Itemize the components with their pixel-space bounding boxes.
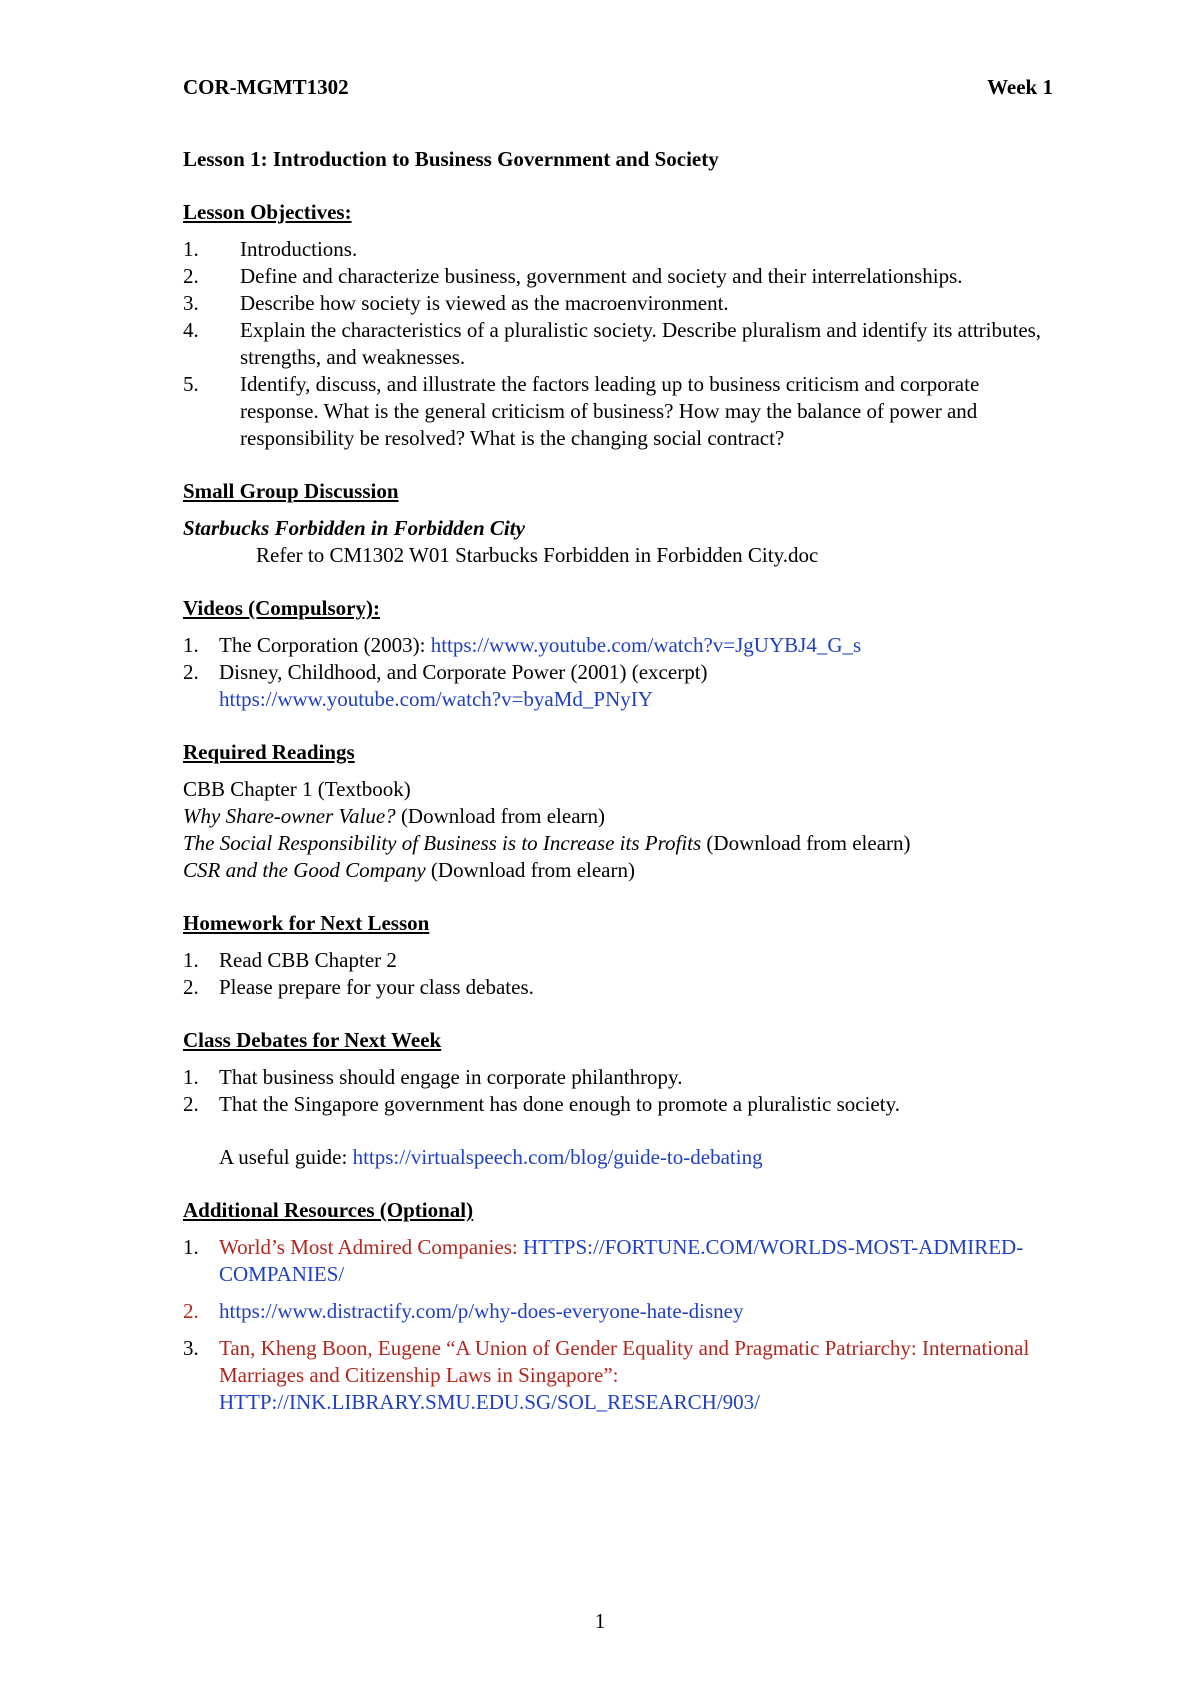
list-item: 3. Tan, Kheng Boon, Eugene “A Union of Gender Equality and Pragmatic Patriarchy: International Marriages and Citizenship Laws in Singapore”: HTTP://INK.LIBRARY.SMU.EDU.SG/SOL_RESEARCH/903/ bbox=[183, 1336, 1030, 1414]
readings-heading: Required Readings bbox=[183, 740, 355, 764]
list-item: 2. https://www.distractify.com/p/why-does-everyone-hate-disney bbox=[183, 1299, 744, 1323]
list-item: 3. Describe how society is viewed as the macroenvironment. bbox=[183, 291, 729, 315]
debates-list bbox=[183, 1064, 1053, 1118]
reading-item: Why Share-owner Value? (Download from elearn) bbox=[183, 804, 606, 828]
debates-heading: Class Debates for Next Week bbox=[183, 1028, 442, 1052]
video-link[interactable]: https://www.youtube.com/watch?v=JgUYBJ4_G_s bbox=[430, 633, 862, 657]
reading-item: The Social Responsibility of Business is to Increase its Profits (Download from elearn) bbox=[183, 831, 911, 855]
list-item: 1. Introductions. bbox=[183, 237, 358, 261]
debate-guide: A useful guide: https://virtualspeech.com/blog/guide-to-debating bbox=[219, 1145, 763, 1169]
homework-list bbox=[183, 947, 1053, 1001]
list-item: 2. Please prepare for your class debates. bbox=[183, 975, 534, 999]
list-item: 4. Explain the characteristics of a pluralistic society. Describe pluralism and identify its attributes, strengths, and weaknesses. bbox=[183, 318, 1042, 369]
videos-list bbox=[183, 632, 1053, 713]
homework-heading: Homework for Next Lesson bbox=[183, 911, 430, 935]
list-item: 5. Identify, discuss, and illustrate the factors leading up to business criticism and corporate response. What is the general criticism of business? How may the balance of power and responsibility be resolved? What is the changing social contract? bbox=[183, 372, 980, 450]
list-item: 1. Read CBB Chapter 2 bbox=[183, 948, 397, 972]
resource-link[interactable]: HTTPS://FORTUNE.COM/WORLDS-MOST-ADMIRED-COMPANIES/ bbox=[219, 1235, 1024, 1286]
resources-heading: Additional Resources (Optional) bbox=[183, 1198, 474, 1222]
lesson-title: Lesson 1: Introduction to Business Government and Society bbox=[183, 147, 719, 171]
discussion-heading: Small Group Discussion bbox=[183, 479, 399, 503]
list-item: 2. That the Singapore government has done enough to promote a pluralistic society. bbox=[183, 1092, 900, 1116]
course-code: COR-MGMT1302 bbox=[183, 75, 349, 99]
case-reference: Refer to CM1302 W01 Starbucks Forbidden in Forbidden City.doc bbox=[256, 543, 819, 567]
case-title: Starbucks Forbidden in Forbidden City bbox=[183, 516, 525, 540]
list-item: 2. Disney, Childhood, and Corporate Power (2001) (excerpt) https://www.youtube.com/watch?v=byaMd_PNyIY bbox=[183, 660, 708, 711]
week-label: Week 1 bbox=[987, 75, 1053, 99]
list-item: 1. World’s Most Admired Companies: HTTPS://FORTUNE.COM/WORLDS-MOST-ADMIRED-COMPANIES/ bbox=[183, 1235, 1024, 1286]
list-item: 1. The Corporation (2003): https://www.youtube.com/watch?v=JgUYBJ4_G_s bbox=[183, 633, 862, 657]
videos-heading: Videos (Compulsory): bbox=[183, 596, 380, 620]
resource-link[interactable]: HTTP://INK.LIBRARY.SMU.EDU.SG/SOL_RESEARCH/903/ bbox=[219, 1390, 761, 1414]
reading-item: CSR and the Good Company (Download from elearn) bbox=[183, 858, 635, 882]
video-link[interactable]: https://www.youtube.com/watch?v=byaMd_PNyIY bbox=[219, 687, 653, 711]
resources-list bbox=[183, 1234, 1053, 1416]
objectives-list bbox=[183, 236, 1053, 452]
textbook-reading: CBB Chapter 1 (Textbook) bbox=[183, 777, 411, 801]
objectives-heading: Lesson Objectives: bbox=[183, 200, 352, 224]
list-item: 1. That business should engage in corporate philanthropy. bbox=[183, 1065, 683, 1089]
document-body bbox=[183, 146, 1053, 1416]
list-item: 2. Define and characterize business, government and society and their interrelationships. bbox=[183, 264, 963, 288]
resource-link[interactable]: https://www.distractify.com/p/why-does-everyone-hate-disney bbox=[219, 1299, 744, 1323]
page-number: 1 bbox=[594, 1609, 606, 1633]
guide-link[interactable]: https://virtualspeech.com/blog/guide-to-debating bbox=[352, 1145, 763, 1169]
